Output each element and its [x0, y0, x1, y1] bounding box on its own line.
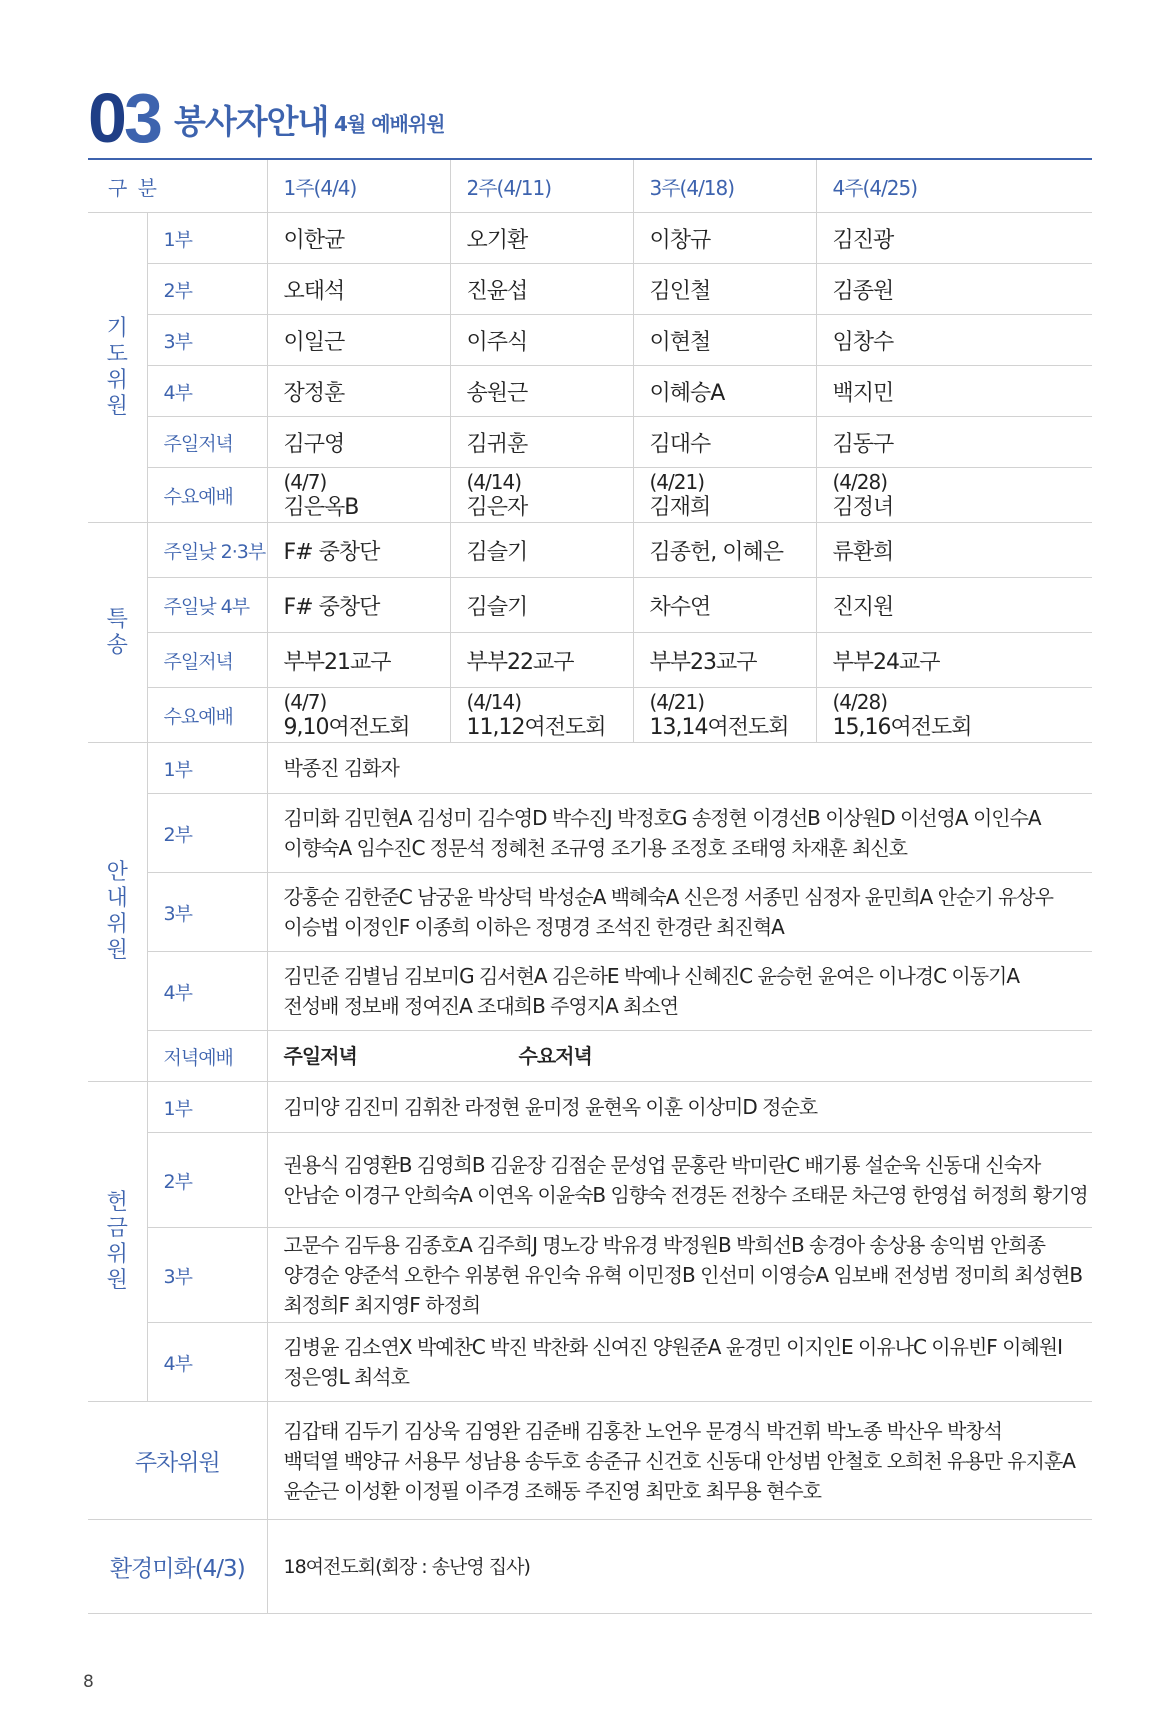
table-cell: 김귀훈: [450, 417, 633, 468]
names-line: 양경순 양준석 오한수 위봉현 유인숙 유혁 이민정B 인선미 이영승A 임보배 전성범 정미희 최성현B: [283, 1263, 1083, 1287]
table-row: [88, 1031, 1092, 1082]
row-label: 수요예배: [147, 688, 267, 743]
table-cell: [633, 468, 816, 523]
row-label: 저녁예배: [147, 1031, 267, 1082]
category-prayer: [88, 213, 147, 523]
table-row: [88, 873, 1092, 952]
header-week-1: 1주(4/4): [267, 160, 450, 213]
evening-sunday: 주일저녁: [283, 1044, 357, 1068]
names-line: 권용식 김영환B 김영희B 김윤장 김점순 문성업 문홍란 박미란C 배기룡 설순욱 신동대 신숙자: [283, 1153, 1041, 1177]
table-cell: 김인철: [633, 264, 816, 315]
cell-date: (4/21): [649, 690, 705, 714]
table-cell: [450, 688, 633, 743]
cell-name: 9,10여전도회: [283, 715, 410, 740]
table-cell: [816, 468, 1092, 523]
cell-name: 김은자: [466, 495, 528, 520]
category-char: 위: [106, 912, 128, 937]
table-row: [88, 952, 1092, 1031]
cell-name: 11,12여전도회: [466, 715, 606, 740]
table-row: [88, 1082, 1092, 1133]
names-cell: [267, 794, 1092, 873]
table-row: [88, 468, 1092, 523]
table-cell: [450, 468, 633, 523]
names-cell: [267, 1402, 1092, 1520]
cell-date: (4/14): [466, 470, 522, 494]
category-char: 기: [106, 315, 128, 341]
category-char: 안: [106, 860, 128, 885]
table-cell: 진윤섭: [450, 264, 633, 315]
names-cell: [267, 1133, 1092, 1228]
table-cell: 부부23교구: [633, 633, 816, 688]
page-number: 8: [83, 1672, 94, 1692]
table-cell: [267, 468, 450, 523]
table-header-row: [88, 160, 1092, 213]
environment-text: 18여전도회(회장 : 송난영 집사): [267, 1520, 1092, 1614]
names-line: 안남순 이경구 안희숙A 이연옥 이윤숙B 임향숙 전경돈 전창수 조태문 차근영 한영섭 허정희 황기영: [283, 1183, 1088, 1207]
names-line: 김미화 김민현A 김성미 김수영D 박수진J 박정호G 송정현 이경선B 이상원D 이선영A 이인수A: [283, 806, 1041, 830]
category-offering: [88, 1082, 147, 1402]
header-week-3: 3주(4/18): [633, 160, 816, 213]
row-label: 3부: [147, 315, 267, 366]
row-label: 4부: [147, 1323, 267, 1402]
row-label: 주일저녁: [147, 417, 267, 468]
table-cell: 부부21교구: [267, 633, 450, 688]
cell-name: 김정녀: [832, 495, 894, 520]
names-line: 박종진 김화자: [283, 756, 399, 780]
table-cell: [633, 688, 816, 743]
names-cell: [267, 743, 1092, 794]
row-label: 주일낮 4부: [147, 578, 267, 633]
table-row: [88, 1228, 1092, 1323]
section-number-second-digit: 3: [123, 79, 160, 157]
category-char: 헌: [106, 1189, 128, 1215]
table-cell: 부부22교구: [450, 633, 633, 688]
table-cell: F# 중창단: [267, 523, 450, 578]
names-line: 이승법 이정인F 이종희 이하은 정명경 조석진 한경란 최진혁A: [283, 915, 784, 939]
table-cell: 부부24교구: [816, 633, 1092, 688]
names-line: 김병윤 김소연X 박예찬C 박진 박찬화 신여진 양원준A 윤경민 이지인E 이유나C 이유빈F 이혜원I: [283, 1335, 1062, 1359]
table-cell: 김진광: [816, 213, 1092, 264]
names-line: 강홍순 김한준C 남궁윤 박상덕 박성순A 백혜숙A 신은정 서종민 심정자 윤민희A 안순기 유상우: [283, 885, 1053, 909]
category-char: 원: [106, 393, 128, 419]
row-label: 4부: [147, 366, 267, 417]
table-row: [88, 633, 1092, 688]
table-cell: 이혜승A: [633, 366, 816, 417]
category-char: 도: [106, 341, 128, 367]
table-row: [88, 743, 1092, 794]
names-line: 백덕열 백양규 서용무 성남용 송두호 송준규 신건호 신동대 안성범 안철호 오희천 유용만 유지훈A: [283, 1448, 1075, 1473]
table-cell: 오기환: [450, 213, 633, 264]
category-char: 금: [106, 1215, 128, 1241]
page-subtitle: 4월 예배위원: [334, 112, 445, 136]
cell-name: 김재희: [649, 495, 711, 520]
section-header: [88, 78, 1092, 158]
environment-label: 환경미화(4/3): [88, 1520, 267, 1614]
table-cell: 장정훈: [267, 366, 450, 417]
row-label: 3부: [147, 873, 267, 952]
category-special: [88, 523, 147, 743]
row-label: 1부: [147, 1082, 267, 1133]
row-label: 2부: [147, 264, 267, 315]
names-cell: [267, 1323, 1092, 1402]
table-row: [88, 578, 1092, 633]
category-char: 위: [106, 1241, 128, 1267]
row-label: 3부: [147, 1228, 267, 1323]
table-cell: 이현철: [633, 315, 816, 366]
table-row: [88, 264, 1092, 315]
category-char: 송: [106, 632, 128, 658]
cell-date: (4/21): [649, 470, 705, 494]
category-char: 특: [106, 606, 128, 632]
names-cell: [267, 1228, 1092, 1323]
table-cell: 김구영: [267, 417, 450, 468]
row-label: 주일낮 2·3부: [147, 523, 267, 578]
table-cell: 오태석: [267, 264, 450, 315]
header-label: 구 분: [88, 160, 267, 213]
category-char: 내: [106, 886, 128, 911]
cell-date: (4/28): [832, 690, 888, 714]
table-cell: F# 중창단: [267, 578, 450, 633]
names-line: 전성배 정보배 정여진A 조대희B 주영지A 최소연: [283, 994, 679, 1018]
table-row: [88, 315, 1092, 366]
table-cell: 백지민: [816, 366, 1092, 417]
table-cell: 김동구: [816, 417, 1092, 468]
row-label: 주일저녁: [147, 633, 267, 688]
table-row: [88, 523, 1092, 578]
cell-name: 13,14여전도회: [649, 715, 789, 740]
table-cell: 이한균: [267, 213, 450, 264]
names-line: 정은영L 최석호: [283, 1365, 409, 1389]
cell-date: (4/28): [832, 470, 888, 494]
names-line: 김민준 김별님 김보미G 김서현A 김은하E 박예나 신혜진C 윤승헌 윤여은 이나경C 이동기A: [283, 964, 1020, 988]
row-label: 1부: [147, 743, 267, 794]
names-line: 이향숙A 임수진C 정문석 정혜천 조규영 조기용 조정호 조태영 차재훈 최신호: [283, 836, 907, 860]
cell-name: 15,16여전도회: [832, 715, 972, 740]
names-cell: [267, 873, 1092, 952]
table-cell: 김대수: [633, 417, 816, 468]
table-row: [88, 213, 1092, 264]
parking-label: 주차위원: [88, 1402, 267, 1520]
category-char: 위: [106, 367, 128, 393]
names-line: 고문수 김두용 김종호A 김주희J 명노강 박유경 박정원B 박희선B 송경아 송상용 송익범 안희종: [283, 1233, 1045, 1257]
table-cell: 차수연: [633, 578, 816, 633]
table-cell: 김종헌, 이혜은: [633, 523, 816, 578]
table-row: [88, 688, 1092, 743]
names-line: 최정희F 최지영F 하정희: [283, 1293, 481, 1317]
cell-name: 김은옥B: [283, 495, 359, 520]
table-cell: 이주식: [450, 315, 633, 366]
section-number: [88, 78, 160, 158]
table-cell: [267, 688, 450, 743]
header-week-2: 2주(4/11): [450, 160, 633, 213]
table-cell: 김슬기: [450, 523, 633, 578]
table-cell: 임창수: [816, 315, 1092, 366]
row-label: 2부: [147, 794, 267, 873]
table-cell: 이일근: [267, 315, 450, 366]
row-label: 4부: [147, 952, 267, 1031]
table-row: [88, 1323, 1092, 1402]
table-row: [88, 794, 1092, 873]
names-line: 김미양 김진미 김휘찬 라정현 윤미정 윤현옥 이훈 이상미D 정순호: [283, 1095, 818, 1119]
table-cell: 김종원: [816, 264, 1092, 315]
section-number-first-digit: 0: [88, 79, 124, 157]
names-line: 윤순근 이성환 이정필 이주경 조해동 주진영 최만호 최무용 현수호: [283, 1478, 821, 1503]
table-cell: [816, 688, 1092, 743]
table-row: [88, 1402, 1092, 1520]
table-cell: 진지원: [816, 578, 1092, 633]
row-label: 수요예배: [147, 468, 267, 523]
names-line: 김갑태 김두기 김상욱 김영완 김준배 김홍찬 노언우 문경식 박건휘 박노종 박산우 박창석: [283, 1418, 1002, 1443]
row-label: 2부: [147, 1133, 267, 1228]
table-row: [88, 1133, 1092, 1228]
header-week-4: 4주(4/25): [816, 160, 1092, 213]
table-row: [88, 1520, 1092, 1614]
names-cell: [267, 952, 1092, 1031]
evening-wednesday: 수요저녁: [518, 1044, 592, 1068]
volunteer-table: [88, 160, 1092, 1614]
names-cell: [267, 1031, 1092, 1082]
table-cell: 김슬기: [450, 578, 633, 633]
category-char: 원: [106, 938, 128, 963]
category-char: 원: [106, 1267, 128, 1293]
table-cell: 송원근: [450, 366, 633, 417]
table-row: [88, 366, 1092, 417]
table-cell: 류환희: [816, 523, 1092, 578]
cell-date: (4/7): [283, 470, 327, 494]
names-cell: [267, 1082, 1092, 1133]
category-guide: [88, 743, 147, 1082]
table-row: [88, 417, 1092, 468]
cell-date: (4/7): [283, 690, 327, 714]
row-label: 1부: [147, 213, 267, 264]
cell-date: (4/14): [466, 690, 522, 714]
table-cell: 이창규: [633, 213, 816, 264]
page-title: 봉사자안내: [174, 102, 329, 141]
